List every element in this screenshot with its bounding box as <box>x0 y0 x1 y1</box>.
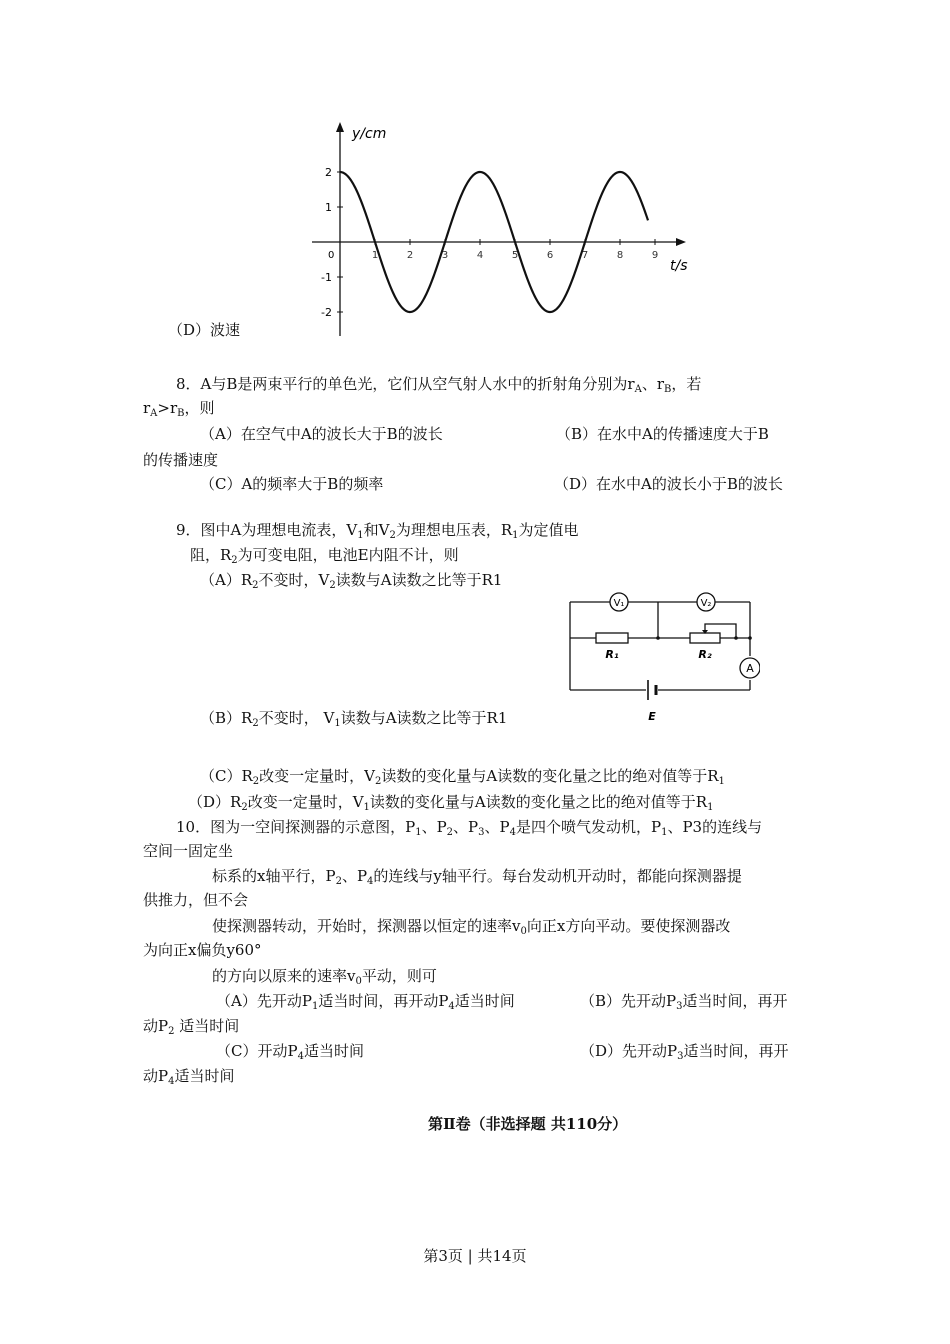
section-title: 第Ⅱ卷（非选择题 共110分） <box>428 1115 628 1133</box>
q8-option-d: （D）在水中A的波长小于B的波长 <box>554 475 783 493</box>
q10-stem-line5: 使探测器转动，开始时，探测器以恒定的速率$v_0$向正x方向平动。要使探测器改 <box>212 917 731 937</box>
y-tick-label: -1 <box>321 271 332 284</box>
x-tick-label: 8 <box>616 250 624 261</box>
q9-stem-line1: 9．图中A为理想电流表，$V_1$和$V_2$为理想电压表，$R_1$为定值电 <box>176 521 579 541</box>
q10-stem-line2: 空间一固定坐 <box>143 842 234 860</box>
x-axis-label: t/s <box>670 258 688 274</box>
label-e: E <box>648 710 656 723</box>
q9-option-d: $(D)R_2$改变一定量时，$V_1$读数的变化量与A读数的变化量之比的绝对值等于$R_1$ <box>188 793 714 813</box>
x-axis-arrow <box>676 238 686 246</box>
q10-stem-line7: 的方向以原来的速率$v_0$平动，则可 <box>212 967 437 987</box>
wave-graph <box>300 118 690 340</box>
resistor-r2-icon <box>690 633 720 643</box>
q8-option-b: （B）在水中A的传播速度大于B <box>556 425 769 443</box>
x-tick-label: 5 <box>511 250 519 261</box>
q9-option-c: $(C)R_2$改变一定量时，$V_2$读数的变化量与A读数的变化量之比的绝对值等于$R_1$ <box>200 767 725 787</box>
label-v1: V₁ <box>613 598 625 609</box>
y-axis-label: y/cm <box>352 126 387 142</box>
q10-option-c: （C）开动$P_4$适当时间 <box>216 1042 364 1062</box>
page-footer: 第3页 | 共14页 <box>423 1247 527 1265</box>
x-tick-label: 4 <box>476 250 484 261</box>
q8-stem-line1: 8．A与B是两束平行的单色光，它们从空气射人水中的折射角分别为$r_A$、$r_B$，若 <box>176 375 702 395</box>
q9-option-a: $(A)R_2$不变时，$V_2$读数与A读数之比等于R1 <box>200 571 503 591</box>
y-tick-label: 2 <box>325 166 332 179</box>
x-tick-label: 3 <box>441 250 449 261</box>
resistor-r1-icon <box>596 633 628 643</box>
circuit-diagram <box>560 590 760 730</box>
label-a: A <box>746 662 754 675</box>
label-r1: R₁ <box>605 648 619 661</box>
x-tick-label: 9 <box>651 250 659 261</box>
x-tick-label: 7 <box>581 250 589 261</box>
q8-stem-line2: $r_A>r_B$，则 <box>143 399 215 419</box>
q9-stem-line2: 阻，$R_2$为可变电阻，电池E内阻不计，则 <box>190 546 459 566</box>
q9-option-b: $(B)R_2$不变时， $V_1$读数与A读数之比等于R1 <box>200 709 508 729</box>
label-v2: V₂ <box>700 598 712 609</box>
q10-option-b: （B）先开动$P_3$适当时间，再开 <box>580 992 788 1012</box>
q8-option-b-cont: 的传播速度 <box>143 451 219 469</box>
q10-option-a: （A）先开动$P_1$适当时间，再开动$P_4$适当时间 <box>216 992 515 1012</box>
q7-option-d: （D）波速 <box>168 321 241 339</box>
graph-layer <box>312 122 688 336</box>
q8-option-c: （C）A的频率大于B的频率 <box>200 475 384 493</box>
x-tick-label: 6 <box>546 250 554 261</box>
q10-stem-line1: 10．图为一空间探测器的示意图，$P_1$、$P_2$、$P_3$、$P_4$是四个喷气发动机，$P_1$、P3的连线与 <box>176 818 763 838</box>
q8-option-a: （A）在空气中A的波长大于B的波长 <box>200 425 443 443</box>
y-tick-label: 1 <box>325 201 332 214</box>
x-tick-label: 1 <box>371 250 379 261</box>
label-r2: R₂ <box>698 648 712 661</box>
q10-stem-line6: 为向正x偏负y60° <box>143 941 262 959</box>
q10-stem-line3: 标系的x轴平行，$P_2$、$P_4$的连线与y轴平行。每台发动机开动时，都能向探测器提 <box>212 867 742 887</box>
q10-option-d: （D）先开动$P_3$适当时间，再开 <box>580 1042 789 1062</box>
q10-option-b-cont: 动$P_2$ 适当时间 <box>143 1017 240 1037</box>
y-axis-arrow <box>336 122 344 132</box>
q10-stem-line4: 供推力，但不会 <box>143 891 249 909</box>
q10-option-d-cont: 动$P_4$适当时间 <box>143 1067 235 1087</box>
origin-label: 0 <box>328 250 335 261</box>
x-tick-label: 2 <box>406 250 414 261</box>
y-tick-label: -2 <box>321 306 332 319</box>
